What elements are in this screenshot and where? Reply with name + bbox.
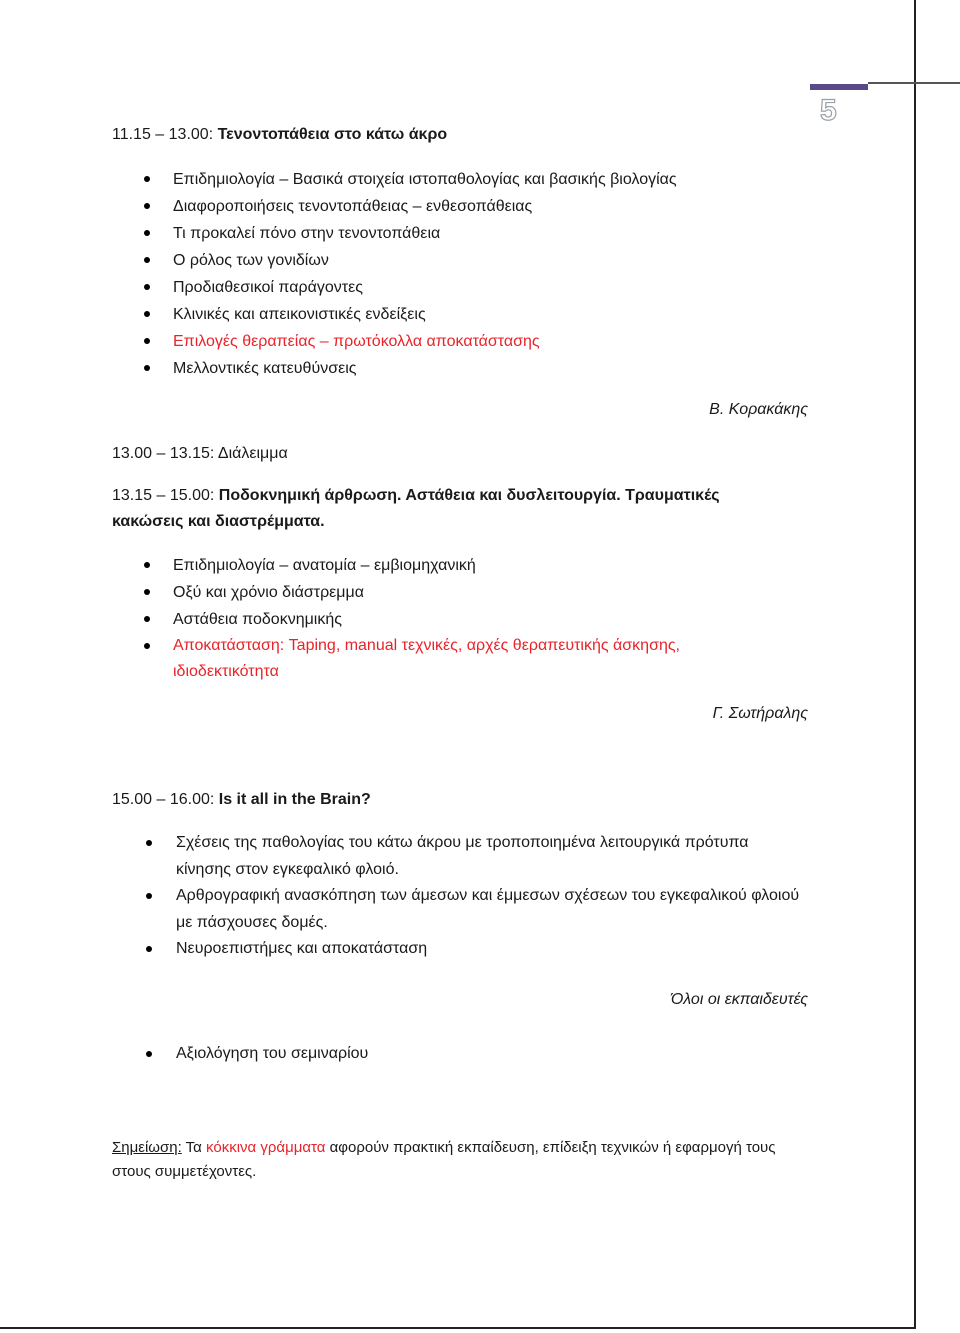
list-item-practical: Αποκατάσταση: Taping, manual τεχνικές, αρχές θεραπευτικής άσκησης, ιδιοδεκτικότητα (112, 633, 772, 685)
list-item: Αξιολόγηση του σεμιναρίου (112, 1041, 368, 1068)
evaluation-list (112, 1041, 368, 1068)
list-item: Προδιαθεσικοί παράγοντες (112, 274, 677, 301)
session3-author: Όλοι οι εκπαιδευτές (670, 991, 808, 1008)
session1-author: Β. Κορακάκης (709, 401, 808, 418)
session2-heading (112, 483, 772, 535)
list-item: Σχέσεις της παθολογίας του κάτω άκρου με τροποποιημένα λειτουργικά πρότυπα κίνησης στον εγκεφαλικό φλοιό. (112, 830, 802, 883)
footnote (112, 1136, 812, 1184)
session1-time: 11.15 – 13.00: (112, 126, 214, 143)
session3-topics (112, 830, 802, 963)
session3-heading (112, 787, 371, 813)
note-text-before: Τα (185, 1139, 202, 1156)
list-item-practical: Επιλογές θεραπείας – πρωτόκολλα αποκατάστασης (112, 328, 677, 355)
page-number: 5 (820, 94, 838, 127)
session1-heading (112, 122, 447, 148)
list-item: Μελλοντικές κατευθύνσεις (112, 355, 677, 382)
list-item: Κλινικές και απεικονιστικές ενδείξεις (112, 301, 677, 328)
list-item: Νευροεπιστήμες και αποκατάσταση (112, 936, 802, 963)
note-label: Σημείωση: (112, 1139, 182, 1156)
session1-title: Τενοντοπάθεια στο κάτω άκρο (217, 126, 448, 143)
list-item: Ο ρόλος των γονιδίων (112, 247, 677, 274)
break-time: 13.00 – 13.15: (112, 445, 215, 462)
page-number-rule (868, 82, 960, 84)
session3-time: 15.00 – 16.00: (112, 791, 215, 808)
break-heading (112, 441, 288, 467)
page-number-accent-bar (810, 84, 868, 90)
list-item: Τι προκαλεί πόνο στην τενοντοπάθεια (112, 220, 677, 247)
break-label: Διάλειμμα (217, 445, 288, 462)
session3-title: Is it all in the Brain? (218, 791, 371, 808)
list-item: Αστάθεια ποδοκνημικής (112, 606, 772, 633)
session2-title: Ποδοκνημική άρθρωση. Αστάθεια και δυσλειτουργία. Τραυματικές κακώσεις και διαστρέμματα. (112, 487, 720, 530)
list-item: Επιδημιολογία – ανατομία – εμβιομηχανική (112, 552, 772, 579)
session2-topics (112, 552, 772, 685)
list-item: Διαφοροποιήσεις τενοντοπάθειας – ενθεσοπάθειας (112, 193, 677, 220)
list-item: Αρθρογραφική ανασκόπηση των άμεσων και έμμεσων σχέσεων του εγκεφαλικού φλοιού με πάσχουσες δομές. (112, 883, 802, 936)
session2-time: 13.15 – 15.00: (112, 487, 215, 504)
list-item: Οξύ και χρόνιο διάστρεμμα (112, 579, 772, 606)
list-item: Επιδημιολογία – Βασικά στοιχεία ιστοπαθολογίας και βασικής βιολογίας (112, 166, 677, 193)
note-highlight: κόκκινα γράμματα (206, 1139, 326, 1156)
session1-topics (112, 166, 677, 382)
session2-author: Γ. Σωτήραλης (712, 705, 808, 722)
note-text-after: αφορούν πρακτική εκπαίδευση, επίδειξη τεχνικών ή εφαρμογή τους στους συμμετέχοντες. (112, 1139, 776, 1180)
